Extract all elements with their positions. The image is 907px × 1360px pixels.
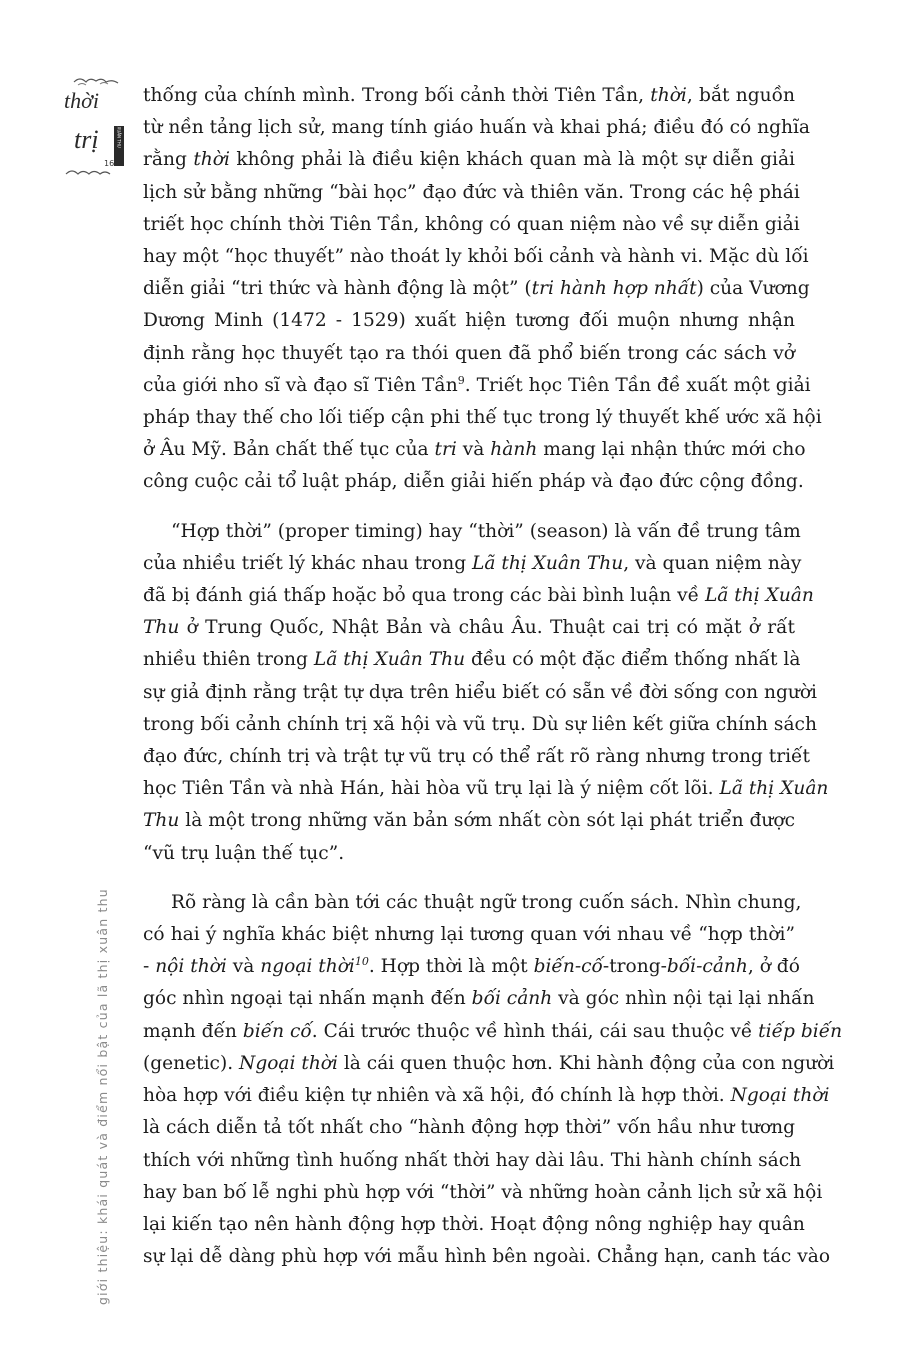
text-run: đều có một đặc điểm thống nhất là xyxy=(465,649,801,671)
text-line xyxy=(143,919,795,951)
text-line xyxy=(143,773,829,805)
italic-term: Lã thị Xuân Thu xyxy=(472,552,624,574)
italic-term: Lã thị Xuân xyxy=(704,585,814,607)
text-line xyxy=(143,305,795,337)
text-run: thống của chính mình. Trong bối cảnh thời Tiên Tần, xyxy=(143,85,651,106)
text-run: và góc nhìn nội tại lại nhấn xyxy=(552,988,815,1010)
text-run: diễn giải “tri thức và hành động là một” ( xyxy=(143,278,532,300)
text-run: và xyxy=(456,439,491,461)
text-run: trong bối cảnh chính trị xã hội và vũ trụ. Dù sự liên kết giữa chính sách xyxy=(143,713,817,735)
paragraph-gap xyxy=(143,870,795,887)
text-line xyxy=(143,516,801,548)
text-line xyxy=(143,1048,835,1080)
italic-term: tiếp biến xyxy=(758,1020,843,1042)
text-run: rằng xyxy=(143,149,194,171)
text-run: mạnh đến xyxy=(143,1020,243,1042)
italic-term: nội thời xyxy=(155,956,227,978)
text-run: “vũ trụ luận thế tục”. xyxy=(143,842,345,864)
text-line xyxy=(143,434,806,466)
text-run: và xyxy=(226,956,261,978)
text-run: . Hợp thời là một xyxy=(368,956,534,978)
text-run: ở Âu Mỹ. Bản chất thế tục của xyxy=(143,439,435,461)
text-run: của nhiều triết lý khác nhau trong xyxy=(143,552,473,574)
text-run: . Triết học Tiên Tần đề xuất một giải xyxy=(464,374,811,396)
italic-term: Thu xyxy=(143,810,180,832)
text-line xyxy=(143,370,811,402)
book-logo xyxy=(56,70,136,180)
logo-word-tri: trị xyxy=(74,125,99,154)
text-line xyxy=(143,644,801,676)
text-line xyxy=(143,80,795,112)
text-run: từ nền tảng lịch sử, mang tính giáo huấn và khai phá; điều đó có nghĩa xyxy=(143,117,810,139)
italic-term: tri hành hợp nhất xyxy=(531,278,697,300)
italic-term: Thu xyxy=(143,617,180,639)
text-run: , và quan niệm này xyxy=(623,552,802,574)
text-run: là cách diễn tả tốt nhất cho “hành động hợp thời” vốn hầu như tương xyxy=(143,1117,795,1139)
text-run: ) của Vương xyxy=(696,278,810,300)
text-run: ở Trung Quốc, Nhật Bản và châu Âu. Thuật cai trị có mặt ở rất xyxy=(179,617,795,639)
italic-term: thời xyxy=(193,149,230,171)
text-run: học Tiên Tần và nhà Hán, hài hòa vũ trụ lại là ý niệm cốt lõi. xyxy=(143,778,720,800)
text-line xyxy=(143,144,795,176)
text-line xyxy=(143,177,800,209)
text-line xyxy=(143,466,804,498)
text-line xyxy=(143,548,802,580)
text-line xyxy=(143,709,817,741)
text-line xyxy=(143,241,809,273)
text-run: hay một “học thuyết” nào thoát ly khỏi bối cảnh và hành vi. Mặc dù lối xyxy=(143,246,809,268)
paragraph-p3 xyxy=(143,887,843,1273)
text-run: có hai ý nghĩa khác biệt nhưng lại tương quan với nhau về “hợp thời” xyxy=(143,924,795,946)
italic-term: tri xyxy=(434,439,457,461)
logo-word-thoi: thời xyxy=(64,88,99,113)
logo-vertical-label: LÃ THỊ XUÂN THU xyxy=(116,112,122,148)
text-line xyxy=(143,1177,823,1209)
page-body xyxy=(143,80,843,1273)
text-run: thích với những tình huống nhất thời hay dài lâu. Thi hành chính sách xyxy=(143,1149,802,1171)
italic-term: bối-cảnh xyxy=(666,956,748,978)
text-line xyxy=(143,741,810,773)
footnote-ref: 9 xyxy=(457,373,465,387)
text-run: lại kiến tạo nên hành động hợp thời. Hoạt động nông nghiệp hay quân xyxy=(143,1213,805,1235)
text-run: đã bị đánh giá thấp hoặc bỏ qua trong các bài bình luận về xyxy=(143,585,705,607)
paragraph-gap xyxy=(143,499,795,516)
paragraph-p2 xyxy=(143,516,829,870)
page-number: 16 xyxy=(104,159,115,168)
text-run: , ở đó xyxy=(747,956,800,978)
text-run: , bắt nguồn xyxy=(686,85,795,106)
text-line xyxy=(143,1112,795,1144)
text-line xyxy=(143,1080,830,1112)
text-line xyxy=(143,1241,831,1273)
italic-term: Ngoại thời xyxy=(239,1052,338,1074)
text-line xyxy=(143,612,795,644)
text-line xyxy=(143,273,810,305)
text-run: đạo đức, chính trị và trật tự vũ trụ có thể rất rõ ràng nhưng trong triết xyxy=(143,746,810,768)
text-line xyxy=(143,838,795,870)
text-line xyxy=(143,402,822,434)
italic-term: biến-cố xyxy=(533,956,603,978)
italic-term: Ngoại thời xyxy=(730,1085,830,1107)
text-line xyxy=(143,887,802,919)
text-run: pháp thay thế cho lối tiếp cận phi thế tục trong lý thuyết khế ước xã hội xyxy=(143,407,822,429)
text-run: hòa hợp với điều kiện tự nhiên và xã hội, đó chính là hợp thời. xyxy=(143,1085,731,1107)
book-logo-icon xyxy=(56,70,136,180)
italic-term: Lã thị Xuân xyxy=(719,778,829,800)
text-line xyxy=(143,1145,802,1177)
italic-term: ngoại thời xyxy=(260,956,355,978)
text-run: (genetic). xyxy=(143,1052,240,1074)
text-run: triết học chính thời Tiên Tần, không có quan niệm nào về sự diễn giải xyxy=(143,213,800,235)
running-header-vertical: giới thiệu: khái quát và điểm nổi bật của lã thị xuân thu xyxy=(95,888,110,1305)
paragraph-p1 xyxy=(143,80,822,499)
text-run: “Hợp thời” (proper timing) hay “thời” (season) là vấn đề trung tâm xyxy=(171,520,801,542)
text-line xyxy=(143,112,810,144)
text-run: định rằng học thuyết tạo ra thói quen đã phổ biến trong các sách vở xyxy=(143,342,795,364)
text-run: mang lại nhận thức mới cho xyxy=(537,439,806,461)
text-run: sự lại dễ dàng phù hợp với mẫu hình bên ngoài. Chẳng hạn, canh tác vào xyxy=(143,1246,831,1268)
text-line xyxy=(143,983,815,1015)
text-line xyxy=(143,338,795,370)
italic-term: thời xyxy=(650,85,687,106)
text-run: -trong- xyxy=(602,956,667,978)
text-run: không phải là điều kiện khách quan mà là một sự diễn giải xyxy=(229,149,796,171)
text-run: lịch sử bằng những “bài học” đạo đức và thiên văn. Trong các hệ phái xyxy=(143,181,800,203)
text-run: hay ban bố lễ nghi phù hợp với “thời” và những hoàn cảnh lịch sử xã hội xyxy=(143,1181,823,1203)
text-run: là cái quen thuộc hơn. Khi hành động của con người xyxy=(337,1052,835,1074)
text-line xyxy=(143,951,800,983)
text-run: Dương Minh (1472 - 1529) xuất hiện tương đối muộn nhưng nhận xyxy=(143,310,795,332)
text-line xyxy=(143,677,818,709)
text-run: là một trong những văn bản sớm nhất còn sót lại phát triển được xyxy=(179,810,795,832)
text-line xyxy=(143,209,800,241)
text-run: của giới nho sĩ và đạo sĩ Tiên Tần xyxy=(143,374,458,396)
text-line xyxy=(143,1016,843,1048)
italic-term: biến cố xyxy=(242,1020,312,1042)
text-run: góc nhìn ngoại tại nhấn mạnh đến xyxy=(143,988,472,1010)
text-run: - xyxy=(143,956,156,978)
text-line xyxy=(143,1209,805,1241)
text-run: sự giả định rằng trật tự dựa trên hiểu biết có sẵn về đời sống con người xyxy=(143,681,818,703)
footnote-ref: 10 xyxy=(354,955,369,969)
italic-term: bối cảnh xyxy=(471,988,553,1010)
text-run: . Cái trước thuộc về hình thái, cái sau thuộc về xyxy=(311,1020,759,1042)
italic-term: Lã thị Xuân Thu xyxy=(313,649,466,671)
text-run: nhiều thiên trong xyxy=(143,649,314,671)
text-line xyxy=(143,805,795,837)
text-run: Rõ ràng là cần bàn tới các thuật ngữ trong cuốn sách. Nhìn chung, xyxy=(171,891,802,913)
text-run: công cuộc cải tổ luật pháp, diễn giải hiến pháp và đạo đức cộng đồng. xyxy=(143,471,804,493)
text-line xyxy=(143,580,814,612)
italic-term: hành xyxy=(490,439,538,461)
